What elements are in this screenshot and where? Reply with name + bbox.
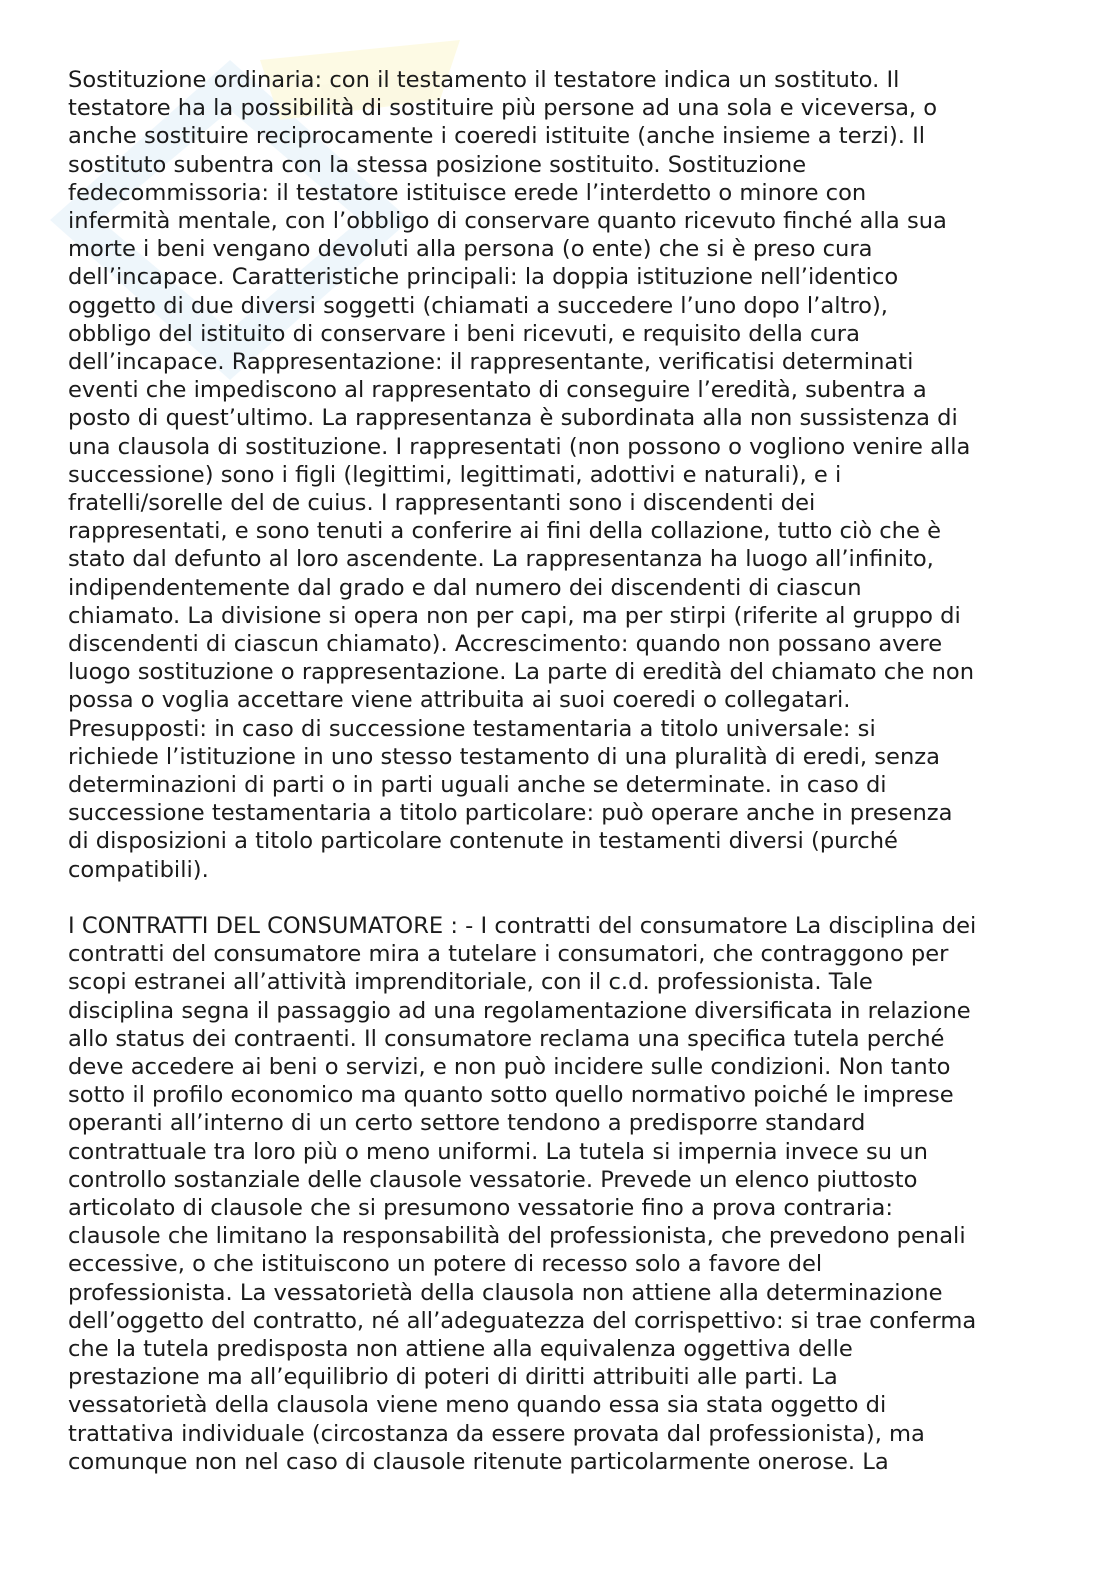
text-line: eventi che impediscono al rappresentato di conseguire l’eredità, subentra a bbox=[68, 377, 927, 404]
text-line: deve accedere ai beni o servizi, e non può incidere sulle condizioni. Non tanto bbox=[68, 1053, 951, 1080]
text-line: chiamato. La divisione si opera non per capi, ma per stirpi (riferite al gruppo di bbox=[68, 602, 961, 629]
text-line: fratelli/sorelle del de cuius. I rappresentanti sono i discendenti dei bbox=[68, 490, 816, 517]
text-line: disciplina segna il passaggio ad una regolamentazione diversificata in relazione bbox=[68, 997, 971, 1024]
text-line: professionista. La vessatorietà della clausola non attiene alla determinazione bbox=[68, 1279, 943, 1306]
text-line: dell’oggetto del contratto, né all’adeguatezza del corrispettivo: si trae conferma bbox=[68, 1307, 977, 1334]
text-line: successione testamentaria a titolo particolare: può operare anche in presenza bbox=[68, 800, 953, 827]
text-line: sotto il profilo economico ma quanto sotto quello normativo poiché le imprese bbox=[68, 1082, 954, 1109]
text-line: I CONTRATTI DEL CONSUMATORE : - I contratti del consumatore La disciplina dei bbox=[68, 912, 977, 939]
text-line: contratti del consumatore mira a tutelare i consumatori, che contraggono per bbox=[68, 941, 949, 968]
paragraph-contratti-consumatore bbox=[68, 912, 1058, 1476]
text-line: una clausola di sostituzione. I rappresentati (non possono o vogliono venire alla bbox=[68, 433, 971, 460]
text-line: sostituto subentra con la stessa posizione sostituito. Sostituzione bbox=[68, 151, 807, 178]
text-line: scopi estranei all’attività imprenditoriale, con il c.d. professionista. Tale bbox=[68, 969, 873, 996]
text-line: vessatorietà della clausola viene meno quando essa sia stata oggetto di bbox=[68, 1392, 887, 1419]
text-line: dell’incapace. Rappresentazione: il rappresentante, verificatisi determinati bbox=[68, 349, 914, 376]
text-line: clausole che limitano la responsabilità del professionista, che prevedono penali bbox=[68, 1223, 966, 1250]
text-line: comunque non nel caso di clausole ritenute particolarmente onerose. La bbox=[68, 1448, 889, 1475]
text-line: discendenti di ciascun chiamato). Accrescimento: quando non possano avere bbox=[68, 631, 943, 658]
text-line: testatore ha la possibilità di sostituire più persone ad una sola e viceversa, o bbox=[68, 95, 938, 122]
text-line: posto di quest’ultimo. La rappresentanza è subordinata alla non sussistenza di bbox=[68, 405, 958, 432]
text-line: operanti all’interno di un certo settore tendono a predisporre standard bbox=[68, 1110, 866, 1137]
text-line: richiede l’istituzione in uno stesso testamento di una pluralità di eredi, senza bbox=[68, 743, 940, 770]
text-line: rappresentati, e sono tenuti a conferire ai fini della collazione, tutto ciò che è bbox=[68, 518, 941, 545]
text-line: anche sostituire reciprocamente i coeredi istituite (anche insieme a terzi). Il bbox=[68, 123, 926, 150]
text-line: contrattuale tra loro più o meno uniformi. La tutela si impernia invece su un bbox=[68, 1138, 928, 1165]
text-line: successione) sono i figli (legittimi, legittimati, adottivi e naturali), e i bbox=[68, 461, 842, 488]
text-line: luogo sostituzione o rappresentazione. La parte di eredità del chiamato che non bbox=[68, 659, 975, 686]
text-line: infermità mentale, con l’obbligo di conservare quanto ricevuto finché alla sua bbox=[68, 208, 947, 235]
text-line: allo status dei contraenti. Il consumatore reclama una specifica tutela perché bbox=[68, 1025, 945, 1052]
text-line: trattativa individuale (circostanza da essere provata dal professionista), ma bbox=[68, 1420, 925, 1447]
text-line: oggetto di due diversi soggetti (chiamati a succedere l’uno dopo l’altro), bbox=[68, 292, 888, 319]
text-line: dell’incapace. Caratteristiche principali: la doppia istituzione nell’identico bbox=[68, 264, 899, 291]
text-line: possa o voglia accettare viene attribuita ai suoi coeredi o collegatari. bbox=[68, 687, 851, 714]
text-line: Presupposti: in caso di successione testamentaria a titolo universale: si bbox=[68, 715, 876, 742]
text-line: stato dal defunto al loro ascendente. La rappresentanza ha luogo all’infinito, bbox=[68, 546, 934, 573]
text-line: articolato di clausole che si presumono vessatorie fino a prova contraria: bbox=[68, 1194, 893, 1221]
text-line: compatibili). bbox=[68, 856, 209, 883]
text-line: determinazioni di parti o in parti uguali anche se determinate. in caso di bbox=[68, 772, 887, 799]
text-line: indipendentemente dal grado e dal numero dei discendenti di ciascun bbox=[68, 574, 862, 601]
text-line: fedecommissoria: il testatore istituisce erede l’interdetto o minore con bbox=[68, 179, 867, 206]
text-line: morte i beni vengano devoluti alla persona (o ente) che si è preso cura bbox=[68, 236, 873, 263]
text-line: Sostituzione ordinaria: con il testamento il testatore indica un sostituto. Il bbox=[68, 67, 900, 93]
text-line: che la tutela predisposta non attiene alla equivalenza oggettiva delle bbox=[68, 1335, 853, 1362]
document-page bbox=[68, 66, 1058, 1476]
text-line: obbligo del istituito di conservare i beni ricevuti, e requisito della cura bbox=[68, 320, 860, 347]
paragraph-sostituzione bbox=[68, 66, 1058, 884]
text-line: di disposizioni a titolo particolare contenute in testamenti diversi (purché bbox=[68, 828, 898, 855]
text-line: controllo sostanziale delle clausole vessatorie. Prevede un elenco piuttosto bbox=[68, 1166, 918, 1193]
text-line: prestazione ma all’equilibrio di poteri di diritti attribuiti alle parti. La bbox=[68, 1364, 838, 1391]
text-line: eccessive, o che istituiscono un potere di recesso solo a favore del bbox=[68, 1251, 823, 1278]
